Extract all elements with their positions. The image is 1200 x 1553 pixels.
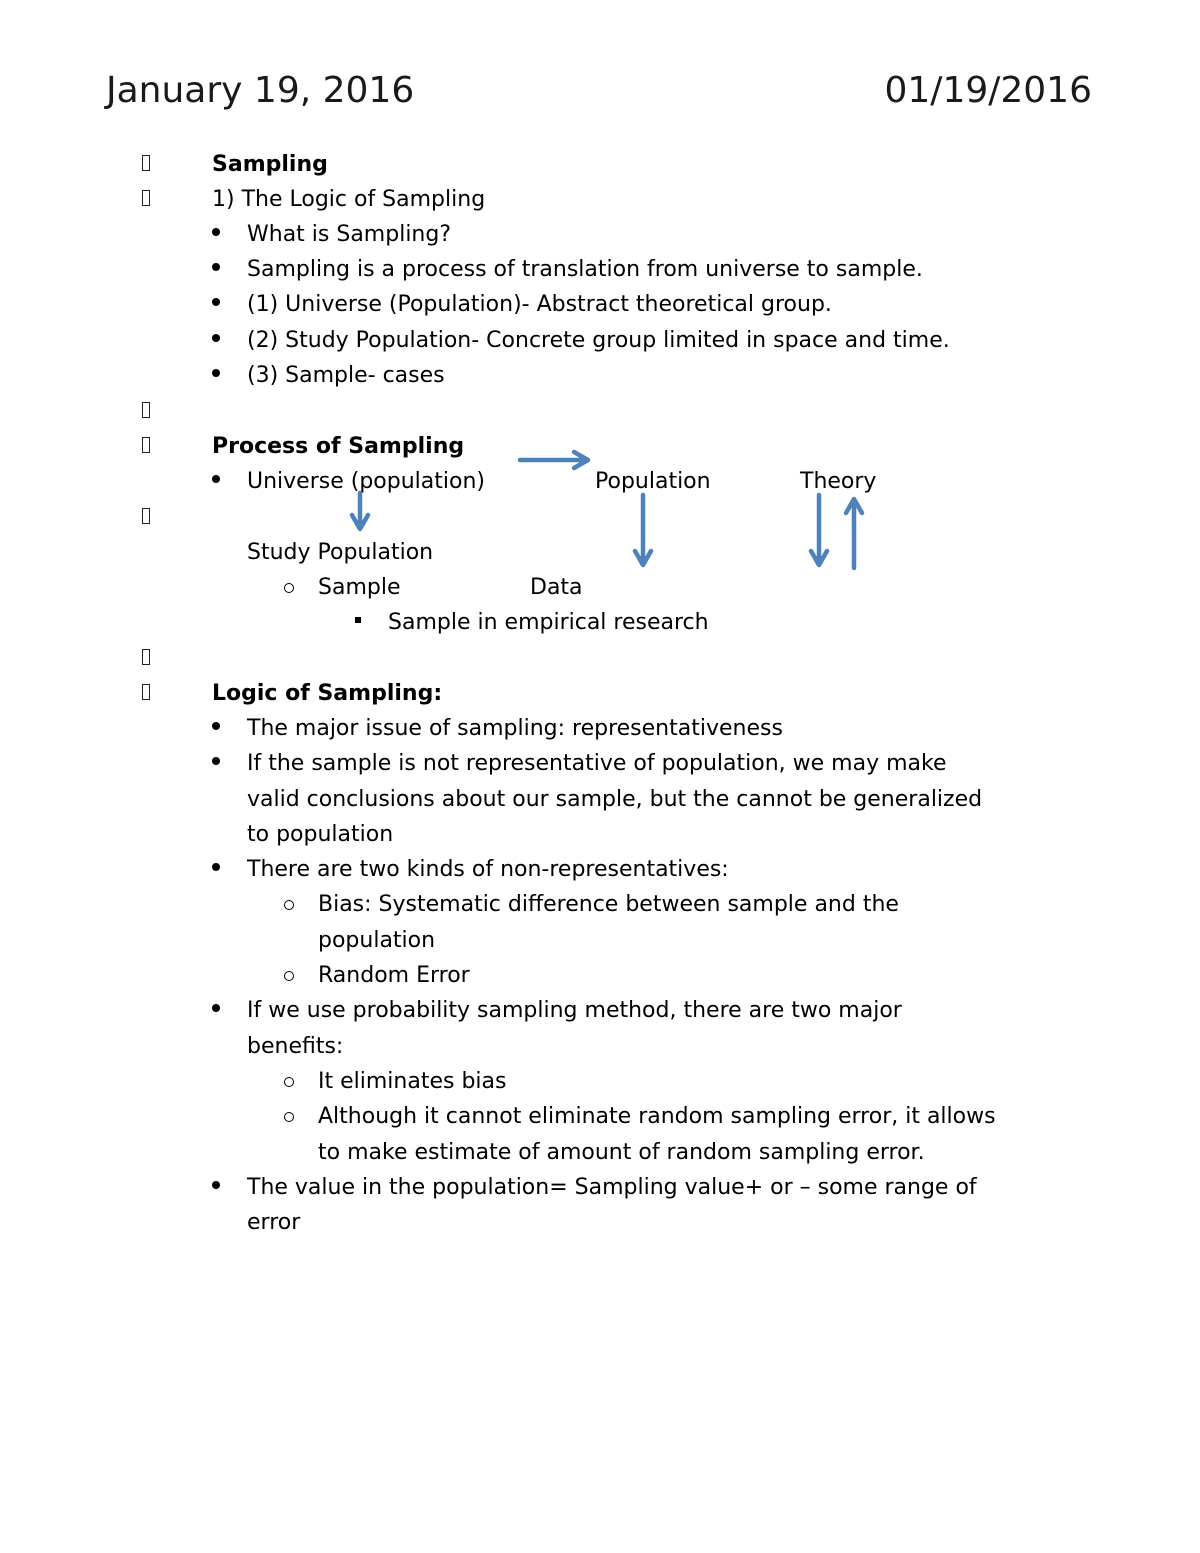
sub-list-item: Although it cannot eliminate random sampling error, it allows: [318, 1104, 996, 1129]
label-population: Population: [595, 469, 711, 494]
list-item: (2) Study Population- Concrete group limited in space and time.: [247, 328, 950, 353]
subheading-logic: 1) The Logic of Sampling: [212, 187, 486, 212]
label-universe: Universe (population): [247, 469, 485, 494]
down-arrow-icon: [811, 495, 827, 565]
sub-sub-bullet-icon: [355, 617, 361, 623]
bullet-icon: [212, 863, 220, 871]
list-item: If we use probability sampling method, there are two major: [247, 998, 902, 1023]
down-arrow-icon: [352, 493, 368, 529]
right-arrow-icon: [520, 452, 588, 468]
section-heading-logic: Logic of Sampling:: [212, 681, 443, 706]
bullet-icon: [212, 1004, 220, 1012]
bullet-icon: [212, 757, 220, 765]
list-item-continued: benefits:: [247, 1034, 344, 1059]
list-item: What is Sampling?: [247, 222, 452, 247]
sub-list-item: It eliminates bias: [318, 1069, 507, 1094]
sub-bullet-icon: [284, 1077, 294, 1087]
sub-list-item-continued: to make estimate of amount of random sampling error.: [318, 1140, 925, 1165]
bullet-icon: [212, 722, 220, 730]
list-item: The value in the population= Sampling value+ or – some range of: [247, 1175, 977, 1200]
label-sample: Sample: [318, 575, 401, 600]
list-item: If the sample is not representative of population, we may make: [247, 751, 947, 776]
outline-marker-icon: [142, 437, 150, 453]
outline-marker-icon: [142, 190, 150, 206]
sub-bullet-icon: [284, 583, 294, 593]
list-item: (1) Universe (Population)- Abstract theoretical group.: [247, 292, 832, 317]
list-item: The major issue of sampling: representativeness: [247, 716, 783, 741]
label-theory: Theory: [800, 469, 877, 494]
list-item-continued: error: [247, 1210, 301, 1235]
up-arrow-icon: [846, 499, 862, 568]
sub-list-item: Bias: Systematic difference between sample and the: [318, 892, 899, 917]
outline-marker-icon: [142, 155, 150, 171]
outline-marker-icon: [142, 402, 150, 418]
header-date-left: January 19, 2016: [106, 70, 415, 111]
list-item-continued: to population: [247, 822, 394, 847]
sub-list-item: Random Error: [318, 963, 470, 988]
bullet-icon: [212, 334, 220, 342]
sub-bullet-icon: [284, 971, 294, 981]
label-sample-research: Sample in empirical research: [388, 610, 709, 635]
section-heading-sampling: Sampling: [212, 152, 328, 177]
bullet-icon: [212, 369, 220, 377]
outline-marker-icon: [142, 508, 150, 524]
header-date-right: 01/19/2016: [884, 70, 1092, 111]
list-item-continued: valid conclusions about our sample, but the cannot be generalized: [247, 787, 983, 812]
label-study-population: Study Population: [247, 540, 434, 565]
bullet-icon: [212, 228, 220, 236]
list-item: Sampling is a process of translation from universe to sample.: [247, 257, 923, 282]
outline-marker-icon: [142, 684, 150, 700]
bullet-icon: [212, 298, 220, 306]
bullet-icon: [212, 475, 220, 483]
list-item: (3) Sample- cases: [247, 363, 445, 388]
label-data: Data: [530, 575, 583, 600]
down-arrow-icon: [635, 495, 651, 565]
sub-bullet-icon: [284, 1112, 294, 1122]
outline-marker-icon: [142, 649, 150, 665]
bullet-icon: [212, 1181, 220, 1189]
sub-bullet-icon: [284, 900, 294, 910]
section-heading-process: Process of Sampling: [212, 434, 465, 459]
sub-list-item-continued: population: [318, 928, 436, 953]
list-item: There are two kinds of non-representatives:: [247, 857, 729, 882]
bullet-icon: [212, 263, 220, 271]
